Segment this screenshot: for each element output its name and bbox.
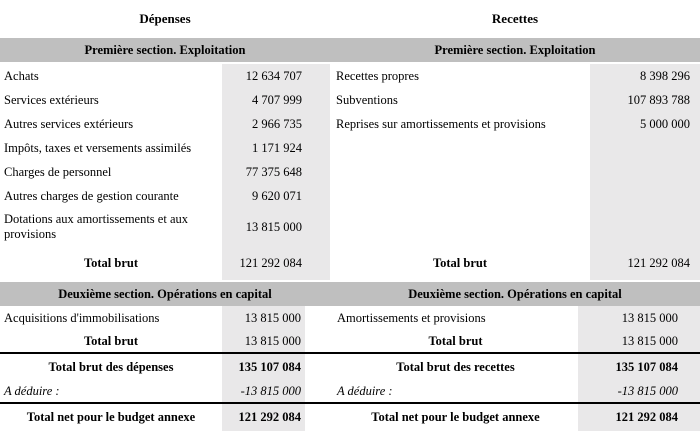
section2-total-row: [0, 330, 700, 352]
row-value: 13 815 000: [222, 208, 330, 246]
deduction-row: [0, 380, 700, 402]
section2-header-band: [0, 282, 700, 306]
row-label: Dotations aux amortissements et aux provisions: [4, 212, 188, 241]
row-value: 13 815 000: [578, 306, 700, 330]
deduction-value: -13 815 000: [222, 380, 305, 402]
table-row: [0, 112, 700, 136]
row-value: [590, 184, 700, 208]
total-label: Total brut: [428, 334, 483, 348]
section1-total-row: [0, 246, 700, 280]
row-label: Acquisitions d'immobilisations: [4, 311, 160, 325]
grand-total-value: 135 107 084: [578, 354, 700, 380]
net-total-label: Total net pour le budget annexe: [371, 410, 540, 424]
table-row: [0, 306, 700, 330]
row-value: 12 634 707: [222, 64, 330, 88]
row-label: Autres charges de gestion courante: [4, 189, 179, 203]
table-row: [0, 208, 700, 246]
total-label: Total brut: [83, 334, 139, 348]
deduction-value: -13 815 000: [578, 380, 700, 402]
section1-header-left: Première section. Exploitation: [84, 43, 246, 57]
row-value: 8 398 296: [590, 64, 700, 88]
row-value: 13 815 000: [222, 306, 305, 330]
row-label: Services extérieurs: [4, 93, 99, 107]
grand-total-row: [0, 354, 700, 380]
total-value: 13 815 000: [222, 330, 305, 352]
row-label: Recettes propres: [336, 69, 419, 83]
table-row: [0, 184, 700, 208]
net-total-value: 121 292 084: [222, 404, 305, 431]
table-row: [0, 64, 700, 88]
grand-total-label: Total brut des dépenses: [48, 360, 174, 374]
row-label: [330, 184, 590, 208]
total-label: Total brut: [83, 256, 139, 270]
net-total-row: [0, 404, 700, 431]
row-value: 2 966 735: [222, 112, 330, 136]
row-label: Impôts, taxes et versements assimilés: [4, 141, 192, 155]
column-titles: [0, 0, 700, 38]
spacer: [305, 330, 333, 352]
row-value: 77 375 648: [222, 160, 330, 184]
grand-total-value: 135 107 084: [222, 354, 305, 380]
row-label: [330, 136, 590, 160]
total-value: 121 292 084: [590, 246, 700, 280]
expenses-title: Dépenses: [139, 11, 191, 26]
section1-header-right: Première section. Exploitation: [434, 43, 596, 57]
section2-header-left: Deuxième section. Opérations en capital: [58, 287, 272, 301]
total-value: 13 815 000: [578, 330, 700, 352]
section1-header-band: [0, 38, 700, 62]
deduction-label: A déduire :: [4, 384, 60, 398]
row-value: [590, 208, 700, 246]
row-value: 9 620 071: [222, 184, 330, 208]
net-total-value: 121 292 084: [578, 404, 700, 431]
row-label: Reprises sur amortissements et provisions: [336, 117, 546, 131]
total-label: Total brut: [432, 256, 488, 270]
deduction-label: A déduire :: [337, 384, 393, 398]
revenues-title: Recettes: [491, 11, 539, 26]
row-value: 4 707 999: [222, 88, 330, 112]
table-row: [0, 88, 700, 112]
row-label: Charges de personnel: [4, 165, 112, 179]
row-label: Achats: [4, 69, 39, 83]
row-value: [590, 136, 700, 160]
row-value: 1 171 924: [222, 136, 330, 160]
row-label: Autres services extérieurs: [4, 117, 134, 131]
table-row: [0, 136, 700, 160]
total-value: 121 292 084: [222, 246, 330, 280]
row-label: [330, 208, 590, 246]
row-label: [330, 160, 590, 184]
spacer: [305, 380, 333, 402]
section2-header-right: Deuxième section. Opérations en capital: [408, 287, 622, 301]
table-row: [0, 160, 700, 184]
row-label: Subventions: [336, 93, 398, 107]
grand-total-label: Total brut des recettes: [396, 360, 515, 374]
spacer: [305, 354, 333, 380]
row-value: [590, 160, 700, 184]
row-value: 107 893 788: [590, 88, 700, 112]
row-label: Amortissements et provisions: [337, 311, 486, 325]
row-value: 5 000 000: [590, 112, 700, 136]
spacer: [305, 404, 333, 431]
spacer: [305, 306, 333, 330]
net-total-label: Total net pour le budget annexe: [26, 410, 196, 424]
